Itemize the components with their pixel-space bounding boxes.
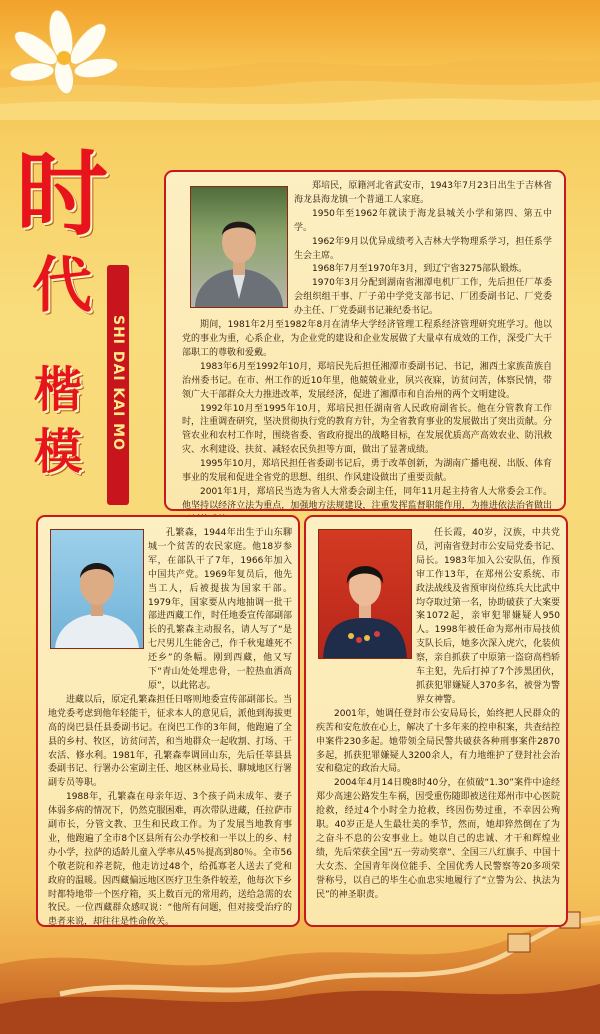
bio-paragraph: 2004年4月14日晚8时40分，在侦破“1.30”案件中途经郑少高速公路发生车祸，因受重伤随即被送往郑州市中心医院抢救，经过4个小时全力抢救，终因伤势过重，不幸因公殉职。40岁正是人生最壮美的季节，然而，她却猝然倒在了为之奋斗不息的公安事业上。她以自己的忠诚、才干和辉煌业绩，先后荣获全国“五一劳动奖章”、全国三八红旗手、中国十大女杰、全国青年岗位能手、全国优秀人民警察等20多项荣誉称号，以自己的毕生心血忠实地履行了“立警为公、执法为民”的神圣职责。 [316,778,560,900]
bio-paragraph: 2001年1月，郑培民当选为省人大常委会副主任，同年11月起主持省人大常委会工作。他坚持以经济立法为重点，加强地方法规建设，注重发挥监督职能作用，为推进依法治省做出 [182,486,552,511]
title-char-shi: 时 [16,140,109,248]
profile-panel-zheng-peimin [164,170,566,511]
top-banner [0,0,600,120]
bio-paragraph: 1962年9月以优异成绩考入吉林大学物理系学习，担任系学生会主席。 [294,236,552,261]
pinyin-tag [107,265,129,505]
title-char-kai: 楷 [34,362,83,418]
bio-paragraph: 郑培民，原籍河北省武安市，1943年7月23日出生于吉林省海龙县海龙镇一个普通工人家庭。 [294,181,552,205]
bio-paragraph: 任长霞，40岁，汉族，中共党员，河南省登封市公安局党委书记、局长。1983年加入公安队伍，作预审工作13年，在郑州公安系统、市政法战线及省预审岗位练兵大比武中均夺取过第一名，协助破获了大案要案1072起，亲审犯罪嫌疑人950人。1998年被任命为郑州市局技侦支队长后，她多次深入虎穴，化装侦察，亲自抓获了中原第一盗窃高档轿车主犯，先后打掉了7个涉黑团伙，抓获犯罪嫌疑人370多名，被誉为警界女神警。 [416,528,561,705]
bio-paragraph: 1970年3月分配到湖南省湘潭电机厂工作，先后担任厂革委会组织组干事、厂子弟中学党支部书记、厂团委副书记、厂党委办主任、厂党委副书记兼纪委书记。 [294,278,552,317]
bio-paragraph: 孔繁森，1944年出生于山东聊城一个贫苦的农民家庭。他18岁参军，在部队干了7年，1966年加入中国共产党。1969年复员后，他先当工人，后被提拔为国家干部。1979年，国家要从内地抽调一批干部进西藏工作，时任地委宣传部副部长的孔繁森主动报名，请人写了“是七尺男儿生能舍己，作千秋鬼雄死不还乡”的条幅。刚到西藏，他又写下“青山处处埋忠骨，一腔热血洒高原”，以此铭志。 [148,528,293,691]
bio-paragraph: 1988年，孔繁森在母亲年迈、3个孩子尚未成年、妻子体弱多病的情况下，仍然克服困难，再次带队进藏，任拉萨市副市长，分管文教、卫生和民政工作。为了发展当地教育事业，他跑遍了全市8个区县所有公办学校和一半以上的乡、村办小学，拉萨的适龄儿童入学率从45％提高到80％。全市56个敬老院和养老院，他走访过48个，给孤寡老人送去了党和政府的温暖。因西藏偏远地区医疗卫生条件较差，他每次下乡时都特地带一个医疗箱，买上数百元的常用药，送给急需的农牧民。一位西藏群众感叹说：“他所有问题，但对接受治疗的患者来说，却往往是性命攸关。 [48,792,292,928]
bio-text-block [182,180,552,528]
bio-paragraph: 1983年6月至1992年10月，郑培民先后担任湘潭市委副书记、书记，湘西土家族苗族自治州委书记。在市、州工作的近10年里，他兢兢业业，夙兴夜寐，访贫问苦，体察民情，带领广大干部群众大力推进改革，发展经济，促进了湘潭市和自治州的两个文明建设。 [182,361,552,400]
profile-panel-ren-changxia [304,515,568,927]
bio-paragraph: 1995年10月，郑培民担任省委副书记后，勇于改革创新，为湖南广播电视、出版、体育事业的发展和促进全省党的思想、组织、作风建设做出了重要贡献。 [182,459,552,484]
bio-paragraph: 进藏以后，原定孔繁森担任日喀则地委宣传部副部长。当地党委考虑到他年轻能干，征求本人的意见后，派他到海拔更高的岗巴县任县委副书记。在岗巴工作的3年间，他跑遍了全县的乡村、牧区，访贫问苦，和当地群众一起收割、打场、干农活、修水利。1981年，孔繁森奉调回山东，先后任莘县县委副书记、行署办公室副主任、地区林业局长、聊城地区行署副专员等职。 [48,694,292,789]
bio-paragraph: 1992年10月至1995年10月，郑培民担任湖南省人民政府副省长。他在分管教育工作时，注重调查研究，坚决贯彻执行党的教育方针，为全省教育事业的发展做出了突出贡献。分管农业和农村工作时，围绕省委、省政府提出的战略目标，在发展优质高产高效农业、防汛救灾、水利建设、扶贫、减轻农民负担等方面，做出了显著成绩。 [182,403,552,456]
title-char-dai: 代 [32,251,92,321]
bio-paragraph: 1950年至1962年就读于海龙县城关小学和第四、第五中学。 [294,208,552,233]
bio-text-block [316,527,560,902]
lotus-flower-icon [6,6,136,106]
title-column [12,140,162,508]
profile-panel-kong-fansen [36,515,300,927]
title-char-mo: 模 [34,424,83,480]
bio-text-block [48,527,292,930]
bio-paragraph: 2001年，她调任登封市公安局局长，始终把人民群众的疾苦和安危放在心上，解决了十多年来的控申积案，共查结控申案件230多起。她带领全局民警共破获各种刑事案件2870多起，抓获犯罪嫌疑人3200余人，有力地维护了登封社会治安和稳定的政治大局。 [316,708,560,775]
bio-paragraph: 期间，1981年2月至1982年8月在清华大学经济管理工程系经济管理研究班学习。他以党的事业为重，心系企业，为企业党的建设和企业发展做了大量卓有成效的工作，深受广大干部职工的尊敬和爱戴。 [182,320,552,358]
pinyin-text: SHI DAI KAI MO [110,314,126,452]
bio-paragraph: 1968年7月至1970年3月，到辽宁省3275部队锻炼。 [312,264,528,275]
